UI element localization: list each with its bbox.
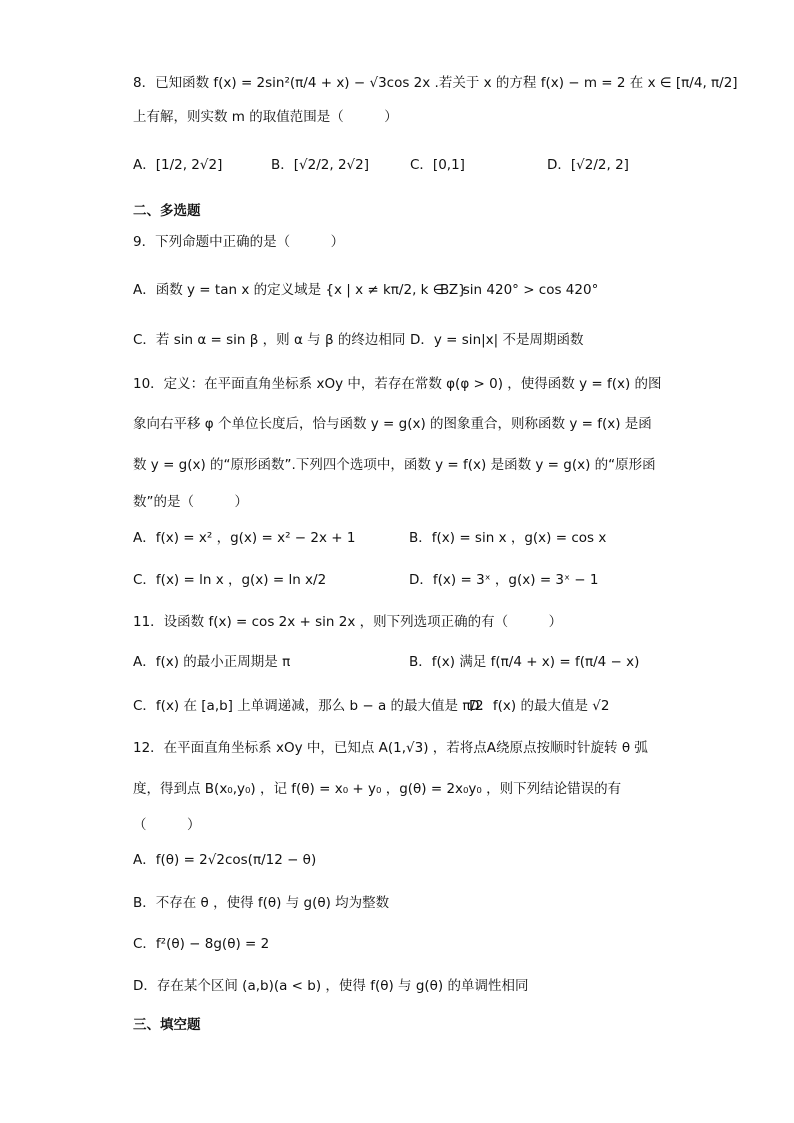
q10-option-d: D．f(x) = 3ˣ ，g(x) = 3ˣ − 1 [409, 572, 599, 588]
q8-option-c: C．[0,1] [410, 157, 465, 173]
q10-line2: 象向右平移 φ 个单位长度后，恰与函数 y = g(x) 的图象重合，则称函数 y = f(x) 是函 [133, 416, 652, 432]
q11-option-a: A．f(x) 的最小正周期是 π [133, 654, 291, 670]
q9-option-c: C．若 sin α = sin β ，则 α 与 β 的终边相同 [133, 332, 406, 348]
q8-option-a: A．[1/2, 2√2] [133, 157, 223, 173]
q10-options-ab [133, 528, 694, 548]
q8-line2: 上有解，则实数 m 的取值范围是（ ） [133, 109, 398, 125]
q10-line1: 10．定义：在平面直角坐标系 xOy 中，若存在常数 φ(φ > 0) ，使得函数 y = f(x) 的图 [133, 376, 662, 392]
q12-line2: 度，得到点 B(x₀,y₀) ，记 f(θ) = x₀ + y₀ ，g(θ) = 2x₀y₀ ，则下列结论错误的有 [133, 781, 622, 797]
q10-option-b: B．f(x) = sin x ，g(x) = cos x [409, 530, 607, 546]
q10-line3: 数 y = g(x) 的“原形函数”.下列四个选项中，函数 y = f(x) 是函数 y = g(x) 的“原形函 [133, 457, 656, 473]
q10-line4: 数”的是（ ） [133, 494, 248, 510]
q9-option-a: A．函数 y = tan x 的定义域是 {x | x ≠ kπ/2, k ∈ Z} [133, 282, 467, 298]
q11-option-b: B．f(x) 满足 f(π/4 + x) = f(π/4 − x) [409, 654, 640, 670]
q11-options-ab [133, 652, 694, 672]
q11-options-cd [133, 696, 694, 716]
q8-line1: 8．已知函数 f(x) = 2sin²(π/4 + x) − √3cos 2x .若关于 x 的方程 f(x) − m = 2 在 x ∈ [π/4, π/2] [133, 75, 738, 91]
q12-line3: （ ） [133, 817, 201, 833]
q12-option-c: C．f²(θ) − 8g(θ) = 2 [133, 936, 270, 952]
q10-option-c: C．f(x) = ln x ，g(x) = ln x/2 [133, 572, 327, 588]
q9-options-cd [133, 330, 694, 350]
q12-option-b: B．不存在 θ ，使得 f(θ) 与 g(θ) 均为整数 [133, 895, 390, 911]
section-heading-2: 二、多选题 [133, 203, 201, 219]
q12-line1: 12．在平面直角坐标系 xOy 中，已知点 A(1,√3) ，若将点A绕原点按顺时针旋转 θ 弧 [133, 740, 648, 756]
q12-option-a: A．f(θ) = 2√2cos(π/12 − θ) [133, 852, 317, 868]
q9-options-ab [133, 280, 694, 300]
q8-option-b: B．[√2/2, 2√2] [271, 157, 369, 173]
q10-option-a: A．f(x) = x² ，g(x) = x² − 2x + 1 [133, 530, 356, 546]
q8-options [133, 155, 694, 175]
q9-option-d: D．y = sin|x| 不是周期函数 [410, 332, 584, 348]
q12-option-d: D．存在某个区间 (a,b)(a < b) ，使得 f(θ) 与 g(θ) 的单调性相同 [133, 978, 529, 994]
q8-option-d: D．[√2/2, 2] [547, 157, 629, 173]
q9-stem: 9．下列命题中正确的是（ ） [133, 234, 345, 250]
q11-option-d: D．f(x) 的最大值是 √2 [469, 698, 610, 714]
q10-options-cd [133, 570, 694, 590]
q11-option-c: C．f(x) 在 [a,b] 上单调递减，那么 b − a 的最大值是 π/2 [133, 698, 484, 714]
q9-option-b: B．sin 420° > cos 420° [440, 282, 599, 298]
section-heading-3: 三、填空题 [133, 1017, 201, 1033]
q11-stem: 11．设函数 f(x) = cos 2x + sin 2x ，则下列选项正确的有（ ） [133, 614, 563, 630]
